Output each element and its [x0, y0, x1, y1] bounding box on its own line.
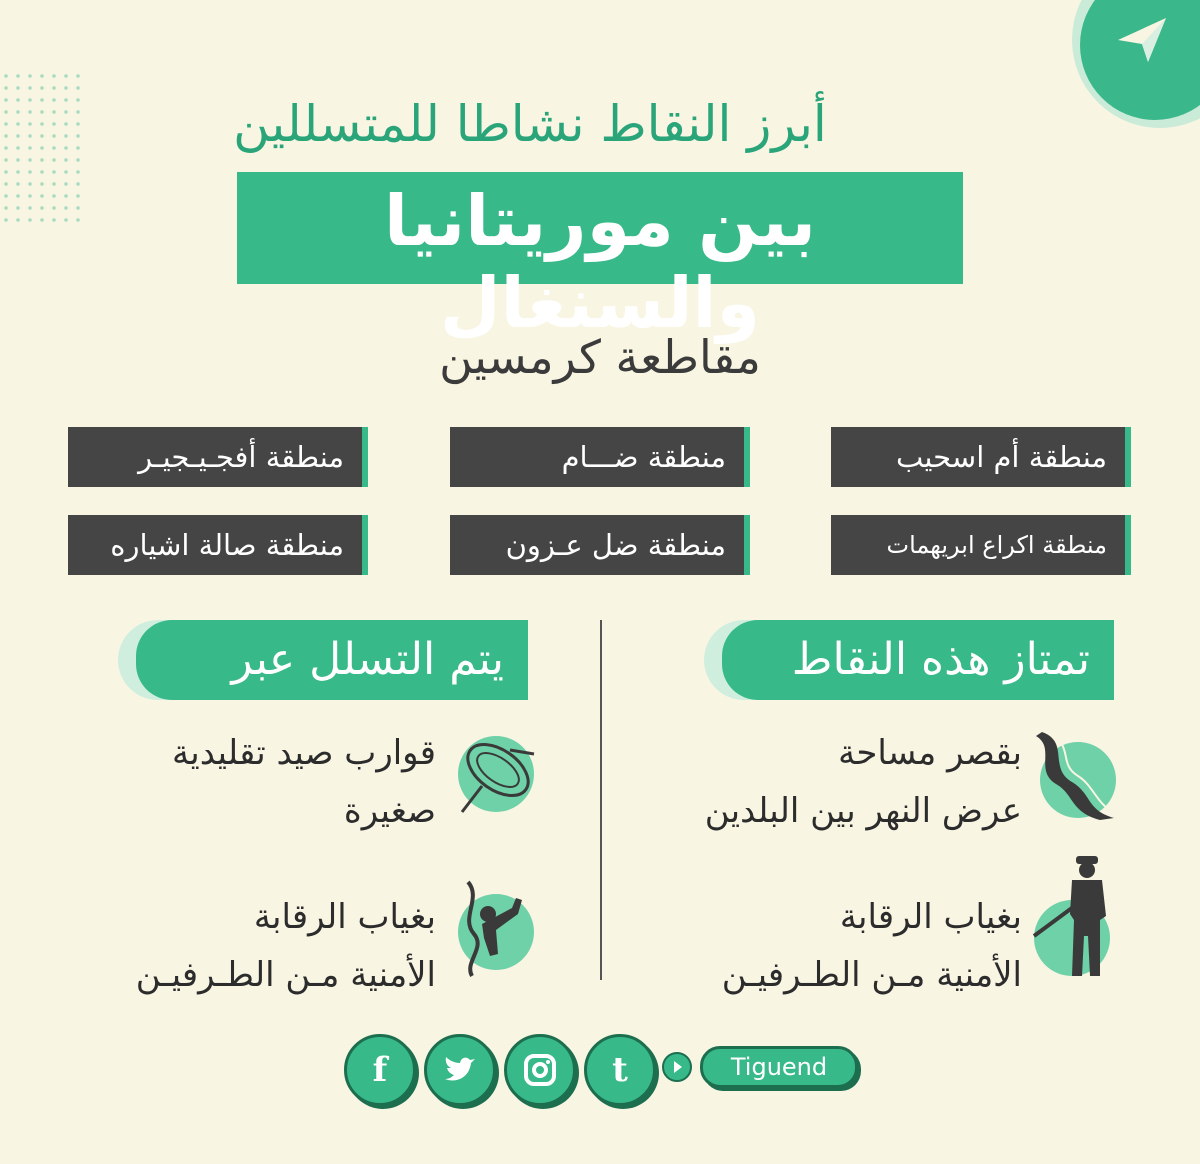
column-divider — [600, 620, 602, 980]
item-line1: بغياب الرقابة — [253, 897, 436, 937]
left-section-heading — [118, 620, 528, 700]
paper-plane-icon — [1118, 18, 1166, 62]
soldier-icon — [1030, 856, 1116, 980]
twitter-button[interactable] — [424, 1034, 496, 1106]
item-line2: عرض النهر بين البلدين — [704, 791, 1022, 831]
item-line1: قوارب صيد تقليدية — [172, 733, 436, 773]
play-arrow-icon — [662, 1052, 692, 1082]
region-tag: منطقة ضـــام — [450, 427, 750, 487]
item-line1: بقصر مساحة — [838, 733, 1022, 773]
province-subtitle: مقاطعة كرمسين — [439, 330, 761, 384]
item-line2: الأمنية مـن الطـرفيـن — [135, 955, 436, 995]
heading-label: تمتاز هذه النقاط — [722, 620, 1114, 700]
left-item-1-text — [60, 724, 436, 840]
facebook-icon: f — [372, 1050, 388, 1090]
region-tag: منطقة أفجـيـجيـر — [68, 427, 368, 487]
facebook-button[interactable] — [344, 1034, 416, 1106]
tumblr-icon: t — [612, 1050, 628, 1090]
region-tag: منطقة ضل عـزون — [450, 515, 750, 575]
right-section-heading — [704, 620, 1114, 700]
tumblr-button[interactable] — [584, 1034, 656, 1106]
right-item-1-text — [640, 724, 1022, 840]
heading-label: يتم التسلل عبر — [136, 620, 528, 700]
rope-climber-icon — [452, 878, 540, 978]
left-item-2-text — [60, 888, 436, 1004]
account-handle[interactable]: Tiguend — [700, 1046, 858, 1088]
region-tag: منطقة صالة اشياره — [68, 515, 368, 575]
instagram-icon — [523, 1053, 557, 1087]
boat-icon — [452, 730, 540, 818]
item-line2: الأمنية مـن الطـرفيـن — [721, 955, 1022, 995]
region-tag: منطقة أم اسحيب — [831, 427, 1131, 487]
item-line2: صغيرة — [343, 791, 436, 831]
river-icon — [1030, 728, 1120, 822]
page-title-line2: بين موريتانيا والسنغال — [383, 180, 817, 344]
right-item-2-text — [640, 888, 1022, 1004]
instagram-button[interactable] — [504, 1034, 576, 1106]
page-title-line1: أبرز النقاط نشاطا للمتسللين — [233, 95, 827, 153]
item-line1: بغياب الرقابة — [839, 897, 1022, 937]
region-tag: منطقة اكراع ابريهمات — [831, 515, 1131, 575]
twitter-icon — [443, 1053, 477, 1087]
